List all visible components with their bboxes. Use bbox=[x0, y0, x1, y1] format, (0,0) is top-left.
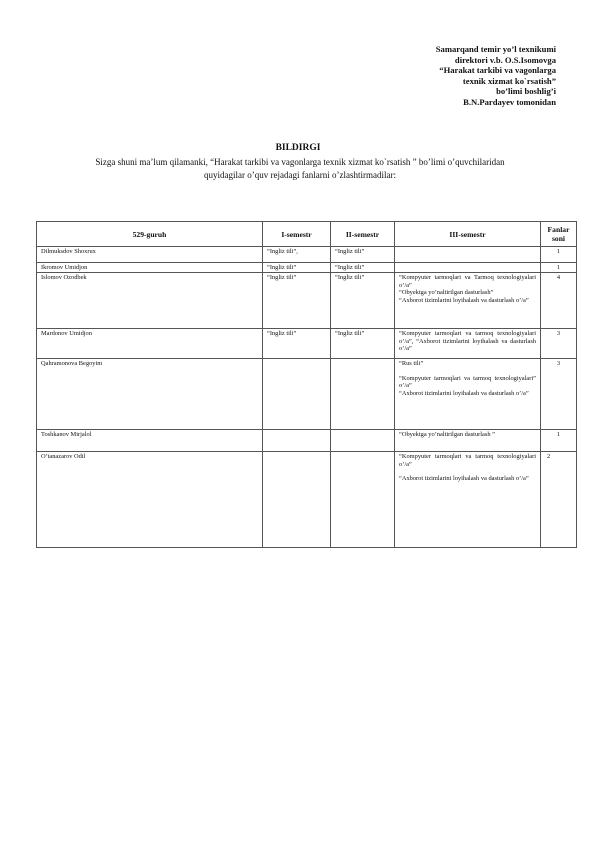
table-row bbox=[37, 329, 577, 359]
student-name: Mardonov Umidjon bbox=[37, 329, 263, 359]
student-name: Toshkanov Mirjalol bbox=[37, 430, 263, 452]
document-title: BILDIRGI bbox=[275, 143, 321, 153]
subject-entry: “Axborot tizimlarini loyihalash va dasturlash o’/a” bbox=[399, 475, 529, 483]
sem3-cell bbox=[395, 247, 541, 263]
sem2-cell: “Ingliz tili” bbox=[331, 263, 395, 273]
sem1-cell: “Ingliz tili” bbox=[263, 263, 331, 273]
header-group: 529-guruh bbox=[37, 222, 263, 247]
subject-entry: “Axborot tizimlarini loyihalash va dasturlash o’/a” bbox=[399, 296, 529, 304]
student-name: Qahramonova Begoyim bbox=[37, 359, 263, 430]
addressee-line: Samarqand temir yo’l texnikumi bbox=[435, 44, 556, 54]
subject-entry: “Axborot tizimlarini loyihalash va dasturlash o’/a” bbox=[399, 389, 529, 397]
subject-count: 3 bbox=[541, 359, 577, 430]
addressee-line: B.N.Pardayev tomonidan bbox=[463, 96, 556, 107]
student-name: Dilmuksdov Shoxrux bbox=[37, 247, 263, 263]
subject-entry: “Rus tili” bbox=[399, 360, 424, 368]
sem2-cell bbox=[331, 430, 395, 452]
sem3-cell bbox=[395, 452, 541, 548]
header-count-line: Fanlar bbox=[547, 225, 570, 234]
sem1-cell: “Ingliz tili”, bbox=[263, 247, 331, 263]
sem3-cell bbox=[395, 329, 541, 359]
subject-entry: “Obyektga yo’naltirilgan dasturlash” bbox=[399, 289, 494, 297]
subject-count: 2 bbox=[541, 452, 577, 548]
header-sem3: III-semestr bbox=[395, 222, 541, 247]
sem3-cell bbox=[395, 273, 541, 329]
subject-entry: “Obyektga yo’naltirilgan dasturlash ” bbox=[399, 431, 496, 439]
table-header-row bbox=[37, 222, 577, 247]
sem1-cell bbox=[263, 430, 331, 452]
addressee-line: direktori v.b. O.S.Isomovga bbox=[454, 54, 556, 65]
sem1-cell: “Ingliz tili” bbox=[263, 273, 331, 329]
header-count bbox=[541, 222, 577, 247]
sem2-cell: “Ingliz tili” bbox=[331, 273, 395, 329]
intro-line: Sizga shuni ma’lum qilamanki, “Harakat tarkibi va vagonlarga texnik xizmat ko`rsatish ” bo’limi o’quvchilaridan bbox=[95, 157, 505, 167]
subject-entry: “Kompyuter tarmoqlari va tarmoq texnologiyalari o’/a”, “Axborot tizimlarini loyihalash va dasturlash o’/a” bbox=[399, 330, 536, 353]
student-name: Islomov Ozodbek bbox=[37, 273, 263, 329]
students-table bbox=[36, 221, 577, 548]
sem3-cell bbox=[395, 359, 541, 430]
intro-line: quyidagilar o’quv rejadagi fanlarni o’zlashtirmadilar: bbox=[204, 169, 396, 180]
header-count-line: soni bbox=[551, 234, 566, 243]
spacer bbox=[399, 468, 536, 475]
sem3-cell bbox=[395, 430, 541, 452]
table-row bbox=[37, 247, 577, 263]
header-sem2: II-semestr bbox=[331, 222, 395, 247]
document-intro bbox=[60, 156, 540, 181]
addressee-line: texnik xizmat ko`rsatish” bbox=[462, 75, 556, 86]
sem1-cell bbox=[263, 359, 331, 430]
addressee-line: “Harakat tarkibi va vagonlarga bbox=[439, 65, 556, 76]
sem2-cell: “Ingliz tili” bbox=[331, 329, 395, 359]
table-row bbox=[37, 359, 577, 430]
sem2-cell: “Ingliz tili” bbox=[331, 247, 395, 263]
header-sem1: I-semestr bbox=[263, 222, 331, 247]
subject-entry: “Kompyuter tarmoqlari va tarmoq texnologiyalari” o’/a” bbox=[399, 374, 536, 390]
addressee-block bbox=[296, 44, 556, 108]
subject-count: 4 bbox=[541, 273, 577, 329]
sem1-cell: “Ingliz tili” bbox=[263, 329, 331, 359]
subject-count: 3 bbox=[541, 329, 577, 359]
sem1-cell bbox=[263, 452, 331, 548]
student-name: O’tanazarov Odil bbox=[37, 452, 263, 548]
spacer bbox=[399, 368, 536, 375]
subject-count: 1 bbox=[541, 430, 577, 452]
subject-count: 1 bbox=[541, 263, 577, 273]
student-name: Ikromov Umidjon bbox=[37, 263, 263, 273]
subject-entry: “Kompyuter tarmoqlari va Tarmoq texnologiyalari o’/a” bbox=[399, 274, 536, 289]
table-row bbox=[37, 263, 577, 273]
sem2-cell bbox=[331, 452, 395, 548]
table-row bbox=[37, 430, 577, 452]
addressee-line: bo’limi boshlig’i bbox=[496, 86, 556, 97]
sem3-cell bbox=[395, 263, 541, 273]
sem2-cell bbox=[331, 359, 395, 430]
subject-entry: “Kompyuter tarmoqlari va tarmoq texnologiyalari o’/a” bbox=[399, 453, 536, 468]
subject-count: 1 bbox=[541, 247, 577, 263]
table-row bbox=[37, 452, 577, 548]
table-row bbox=[37, 273, 577, 329]
